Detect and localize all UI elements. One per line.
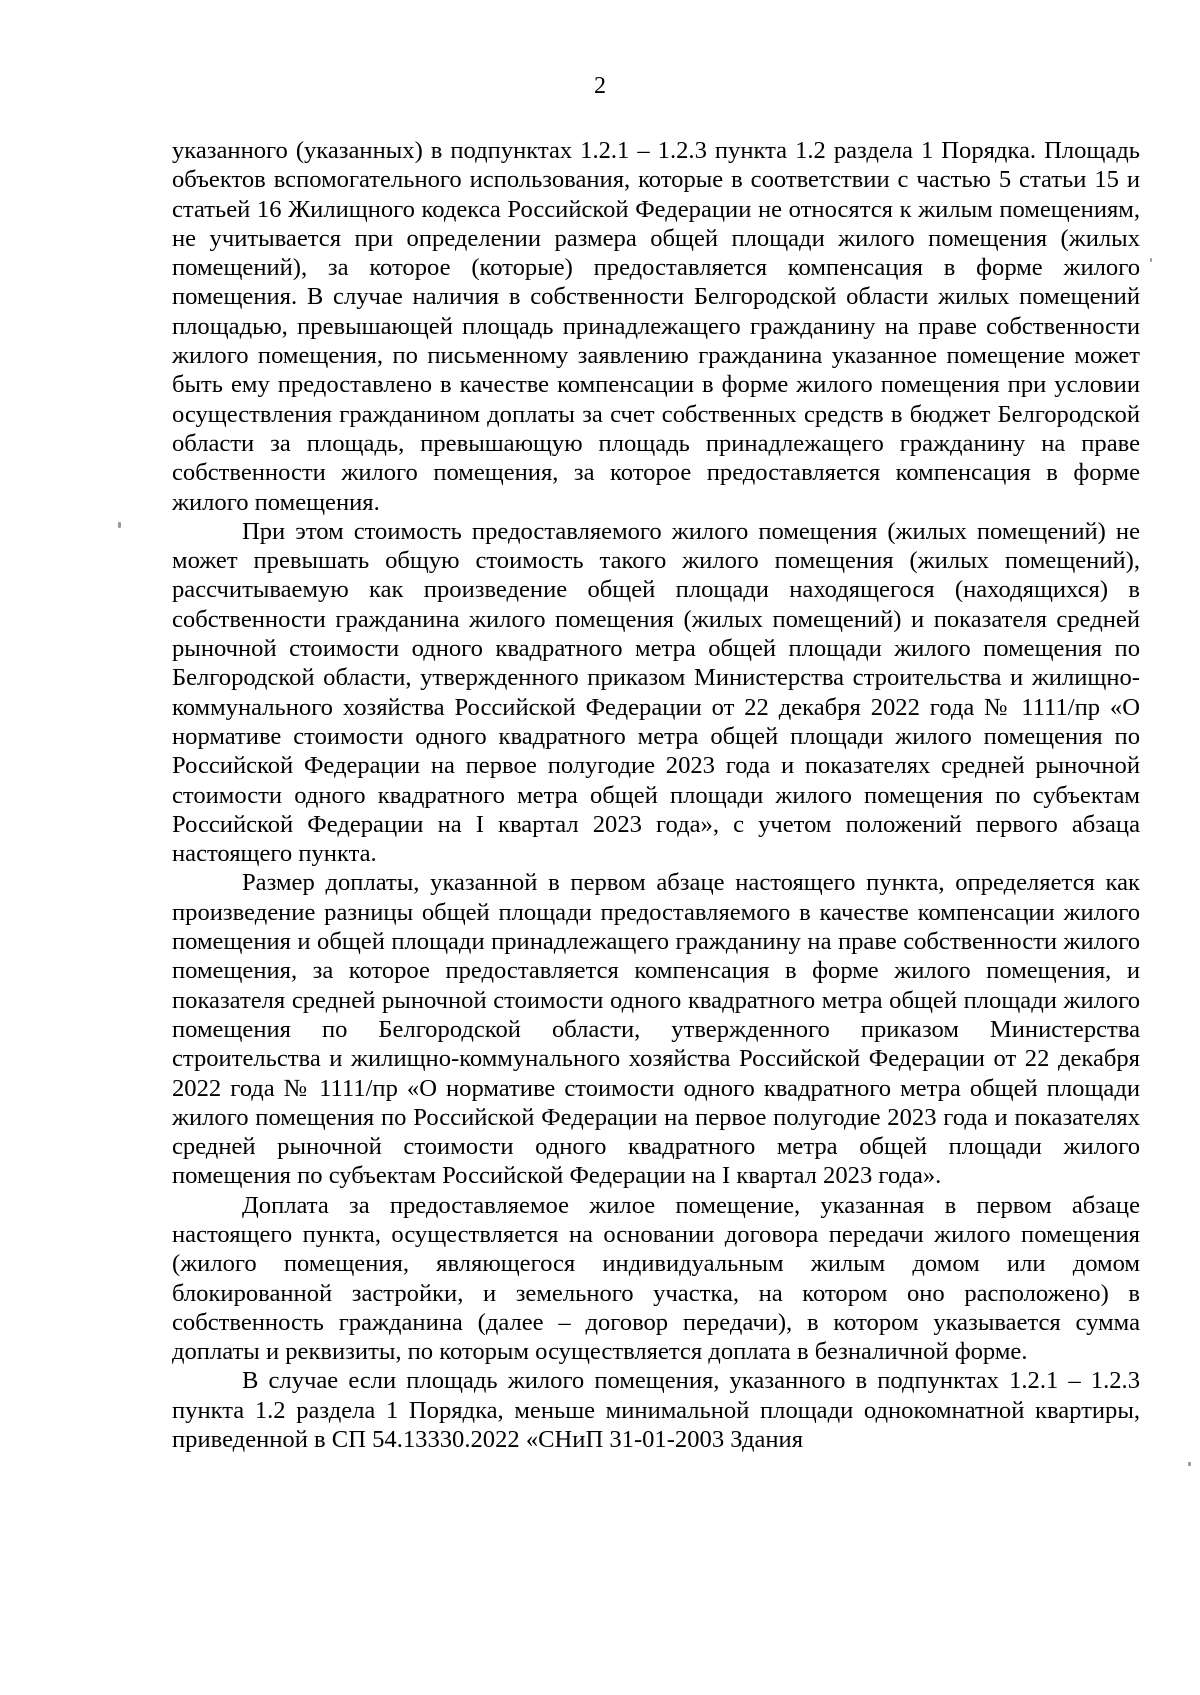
scan-artifact-mark (118, 522, 121, 528)
paragraph-surcharge-payment: Доплата за предоставляемое жилое помещение, указанная в первом абзаце настоящего пункта, осуществляется на основании договора передачи жилого помещения (жилого помещения, являющегося индивидуальным жилым домом или домом блокированной застройки, и земельного участка, на котором оно расположено) в собственность гражданина (далее – договор передачи), в котором указывается сумма доплаты и реквизиты, по которым осуществляется доплата в безналичной форме. (172, 1191, 1140, 1366)
scan-artifact-mark (1188, 1462, 1191, 1466)
paragraph-surcharge-amount: Размер доплаты, указанной в первом абзаце настоящего пункта, определяется как произведение разницы общей площади предоставляемого в качестве компенсации жилого помещения и общей площади принадлежащего гражданину на праве собственности жилого помещения, за которое предоставляется компенсация в форме жилого помещения, и показателя средней рыночной стоимости одного квадратного метра общей площади жилого помещения по Белгородской области, утвержденного приказом Министерства строительства и жилищно-коммунального хозяйства Российской Федерации от 22 декабря 2022 года № 1111/пр «О нормативе стоимости одного квадратного метра общей площади жилого помещения по Российской Федерации на первое полугодие 2023 года и показателях средней рыночной стоимости одного квадратного метра общей площади жилого помещения по субъектам Российской Федерации на I квартал 2023 года». (172, 869, 1140, 1190)
document-body (172, 136, 1140, 1454)
page-number: 2 (594, 73, 606, 99)
paragraph-continuation: указанного (указанных) в подпунктах 1.2.1 – 1.2.3 пункта 1.2 раздела 1 Порядка. Площадь объектов вспомогательного использования, которые в соответствии с частью 5 статьи 15 и статьей 16 Жилищного кодекса Российской Федерации не относятся к жилым помещениям, не учитывается при определении размера общей площади жилого помещения (жилых помещений), за которое (которые) предоставляется компенсация в форме жилого помещения. В случае наличия в собственности Белгородской области жилых помещений площадью, превышающей площадь принадлежащего гражданину на праве собственности жилого помещения, по письменному заявлению гражданина указанное помещение может быть ему предоставлено в качестве компенсации в форме жилого помещения при условии осуществления гражданином доплаты за счет собственных средств в бюджет Белгородской области за площадь, превышающую площадь принадлежащего гражданину на праве собственности жилого помещения, за которое предоставляется компенсация в форме жилого помещения. (172, 137, 1140, 516)
paragraph-minimum-area: В случае если площадь жилого помещения, указанного в подпунктах 1.2.1 – 1.2.3 пункта 1.2 раздела 1 Порядка, меньше минимальной площади однокомнатной квартиры, приведенной в СП 54.13330.2022 «СНиП 31-01-2003 Здания (172, 1367, 1140, 1454)
scan-artifact-mark (1150, 258, 1152, 262)
paragraph-cost-limit: При этом стоимость предоставляемого жилого помещения (жилых помещений) не может превышать общую стоимость такого жилого помещения (жилых помещений), рассчитываемую как произведение общей площади находящегося (находящихся) в собственности гражданина жилого помещения (жилых помещений) и показателя средней рыночной стоимости одного квадратного метра общей площади жилого помещения по Белгородской области, утвержденного приказом Министерства строительства и жилищно-коммунального хозяйства Российской Федерации от 22 декабря 2022 года № 1111/пр «О нормативе стоимости одного квадратного метра общей площади жилого помещения по Российской Федерации на первое полугодие 2023 года и показателях средней рыночной стоимости одного квадратного метра общей площади жилого помещения по субъектам Российской Федерации на I квартал 2023 года», с учетом положений первого абзаца настоящего пункта. (172, 517, 1140, 868)
